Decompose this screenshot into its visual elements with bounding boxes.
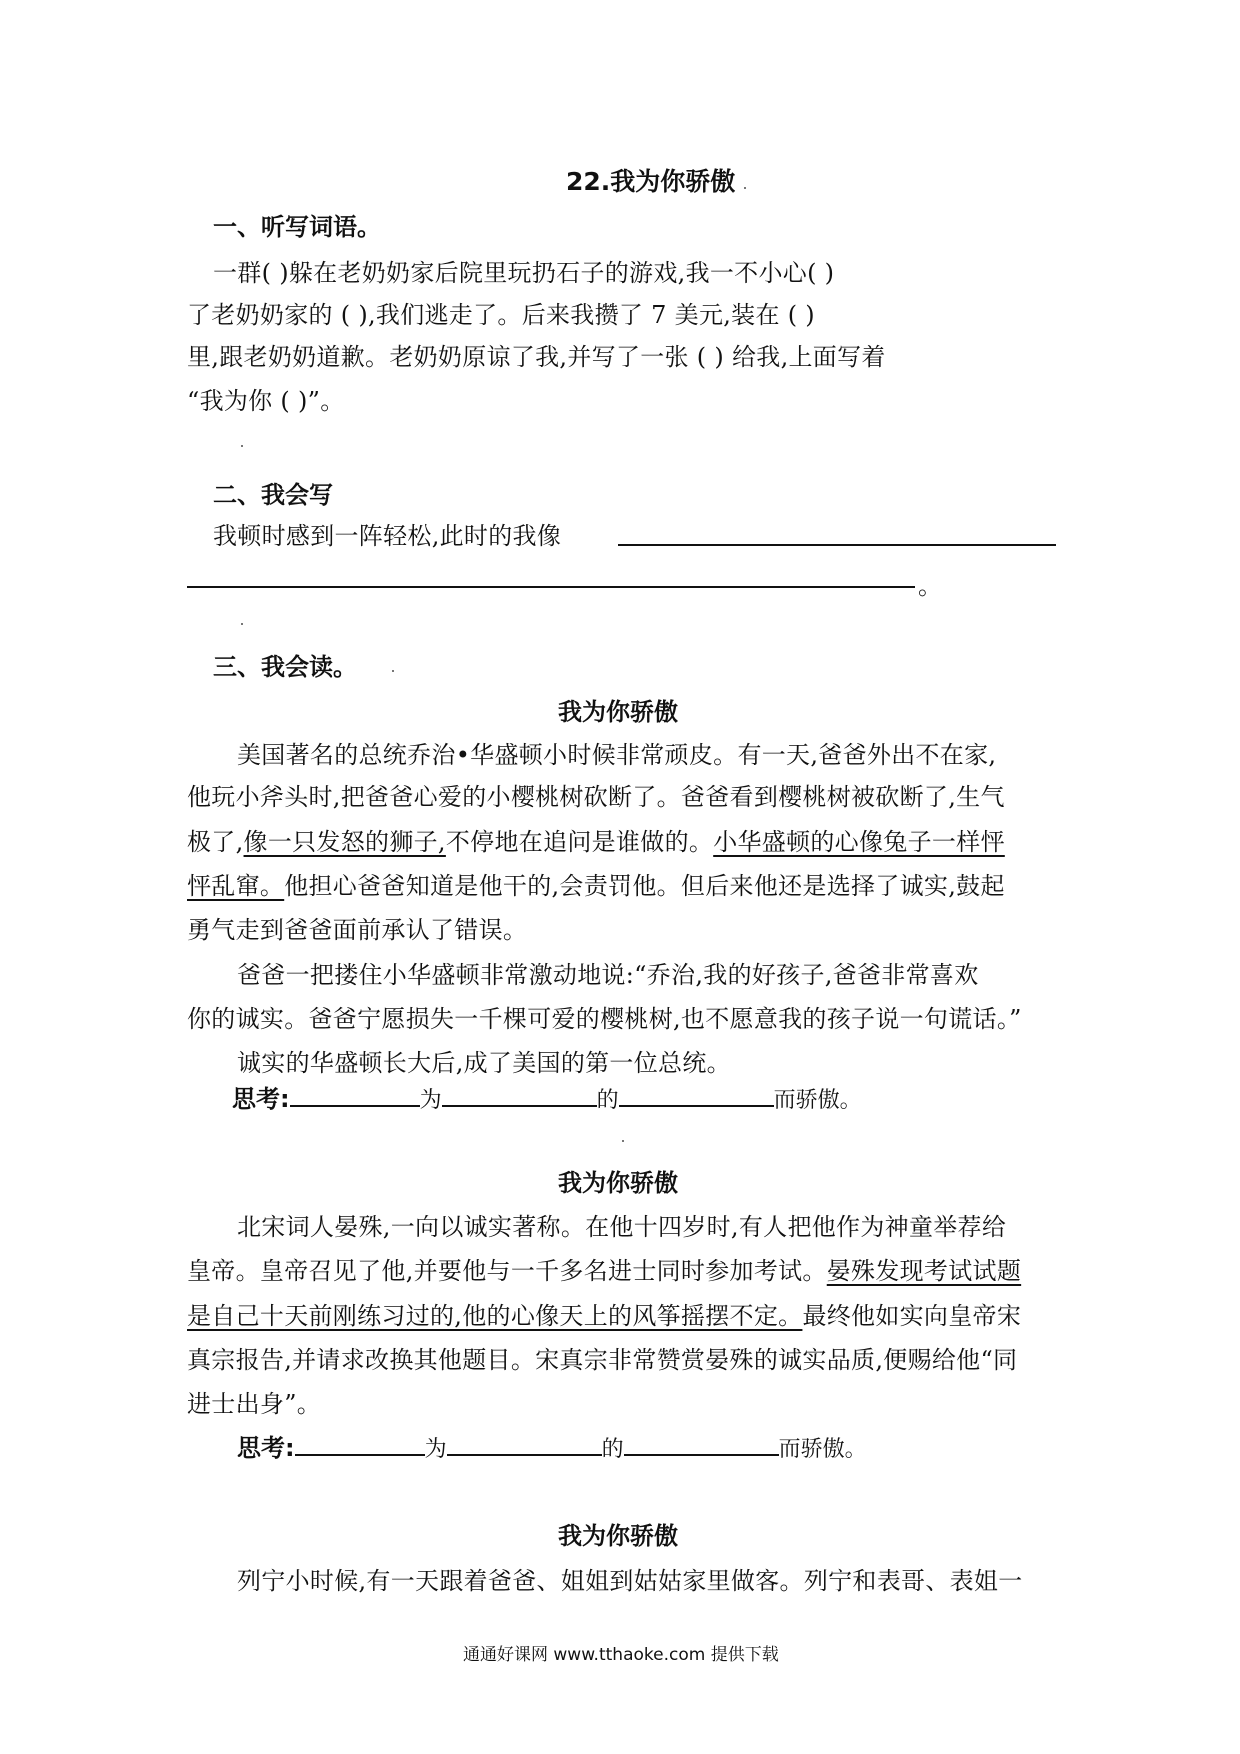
scan-speck — [241, 445, 243, 447]
passage-2-line-1: 北宋词人晏殊,一向以诚实著称。在他十四岁时,有人把他作为神童举荐给 — [237, 1213, 1007, 1241]
passage-1-title: 我为你骄傲 — [558, 698, 678, 726]
section-3-heading: 三、我会读。 — [213, 653, 357, 681]
page-title: 22.我为你骄傲 — [566, 167, 736, 196]
think-blank[interactable] — [624, 1434, 779, 1456]
passage-2-line-5: 进士出身”。 — [187, 1390, 322, 1418]
section-1-line-1: 一群( )躲在老奶奶家后院里玩扔石子的游戏,我一不小心( ) — [213, 259, 835, 287]
answer-line-2[interactable] — [187, 586, 915, 588]
answer-line-1[interactable] — [618, 544, 1056, 546]
think-blank[interactable] — [290, 1085, 420, 1107]
think-blank[interactable] — [619, 1085, 774, 1107]
passage-2-line-4: 真宗报告,并请求改换其他题目。宋真宗非常赞赏晏殊的诚实品质,便赐给他“同 — [187, 1346, 1018, 1374]
scan-speck — [392, 670, 394, 672]
section-1-line-3: 里,跟老奶奶道歉。老奶奶原谅了我,并写了一张 ( ) 给我,上面写着 — [187, 343, 886, 371]
think-blank[interactable] — [442, 1085, 597, 1107]
passage-1-line-6: 爸爸一把搂住小华盛顿非常激动地说:“乔治,我的好孩子,爸爸非常喜欢 — [237, 961, 979, 989]
passage-3-line-1: 列宁小时候,有一天跟着爸爸、姐姐到姑姑家里做客。列宁和表哥、表姐一 — [237, 1567, 1023, 1595]
passage-1-line-4: 怦乱窜。他担心爸爸知道是他干的,会责罚他。但后来他还是选择了诚实,鼓起 — [187, 872, 1005, 900]
passage-2-line-3: 是自己十天前刚练习过的,他的心像天上的风筝摇摆不定。最终他如实向皇帝宋 — [187, 1302, 1022, 1330]
passage-2-line-2: 皇帝。皇帝召见了他,并要他与一千多名进士同时参加考试。晏殊发现考试试题 — [187, 1257, 1022, 1285]
passage-2-think: 思考: 为 的 而骄傲。 — [237, 1434, 867, 1462]
passage-1-line-8: 诚实的华盛顿长大后,成了美国的第一位总统。 — [237, 1049, 731, 1077]
section-1-line-4: “我为你 ( )”。 — [187, 387, 345, 415]
passage-1-line-1: 美国著名的总统乔治•华盛顿小时候非常顽皮。有一天,爸爸外出不在家, — [237, 741, 997, 769]
passage-2-title: 我为你骄傲 — [558, 1169, 678, 1197]
footer-credit: 通通好课网 www.tthaoke.com 提供下载 — [463, 1645, 779, 1665]
passage-3-title: 我为你骄傲 — [558, 1522, 678, 1550]
passage-1-line-5: 勇气走到爸爸面前承认了错误。 — [187, 916, 528, 944]
scan-speck — [744, 187, 746, 189]
section-2-end: 。 — [918, 572, 943, 600]
passage-1-line-2: 他玩小斧头时,把爸爸心爱的小樱桃树砍断了。爸爸看到樱桃树被砍断了,生气 — [187, 783, 1005, 811]
section-1-line-2: 了老奶奶家的 ( ),我们逃走了。后来我攒了 7 美元,装在 ( ) — [187, 301, 815, 329]
section-1-heading: 一、听写词语。 — [213, 213, 381, 241]
think-blank[interactable] — [447, 1434, 602, 1456]
think-blank[interactable] — [295, 1434, 425, 1456]
section-2-heading: 二、我会写 — [213, 481, 333, 509]
passage-1-line-7: 你的诚实。爸爸宁愿损失一千棵可爱的樱桃树,也不愿意我的孩子说一句谎话。” — [187, 1005, 1022, 1033]
scan-speck — [241, 623, 243, 625]
passage-1-line-3: 极了,像一只发怒的狮子,不停地在追问是谁做的。小华盛顿的心像兔子一样怦 — [187, 828, 1005, 856]
scan-speck — [622, 1140, 624, 1142]
section-2-prompt: 我顿时感到一阵轻松,此时的我像 — [213, 522, 562, 550]
passage-1-think: 思考: 为 的 而骄傲。 — [232, 1085, 862, 1113]
